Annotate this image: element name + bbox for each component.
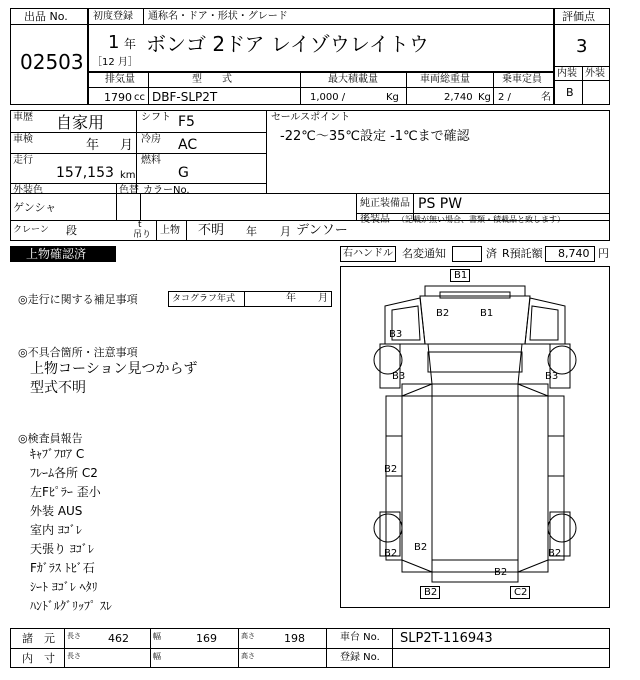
interior-grade-label: 内装 bbox=[557, 68, 577, 79]
damage-mark-label: B2 bbox=[494, 567, 508, 578]
interior-height-label: 高さ bbox=[241, 652, 255, 660]
damage-mark-label: B3 bbox=[392, 371, 406, 382]
ac-label: 冷房 bbox=[141, 134, 161, 145]
history-value: 自家用 bbox=[56, 113, 105, 132]
width-label: 幅 bbox=[153, 632, 161, 641]
name-change-box bbox=[452, 246, 482, 262]
defect-label: ◎不具合箇所・注意事項 bbox=[18, 346, 138, 359]
lot-label: 出品 No. bbox=[24, 10, 68, 23]
registration-label: 登録 No. bbox=[340, 652, 380, 663]
crane-ton: t bbox=[138, 220, 142, 230]
vehicle-name: ボンゴ 2ドア レイゾウレイトウ bbox=[146, 32, 429, 56]
tacho-month: 月 bbox=[318, 293, 328, 304]
body-month: 月 bbox=[280, 225, 291, 238]
tacho-label: タコグラフ年式 bbox=[172, 294, 236, 304]
damage-mark-label: B2 bbox=[424, 587, 438, 598]
inspector-label: ◎検査員報告 bbox=[18, 432, 83, 445]
year-unit: 年 bbox=[124, 37, 137, 51]
sales-point: -22℃～35℃設定 -1℃まで確認 bbox=[280, 129, 470, 144]
r-meter-unit: 円 bbox=[598, 247, 609, 260]
interior-dims-label: 内 寸 bbox=[22, 652, 55, 665]
body-maker: デンソー bbox=[296, 223, 348, 238]
equipment-label: 純正装備品 bbox=[360, 198, 410, 209]
interior-length-label: 長さ bbox=[67, 652, 81, 660]
inspector-line: ｷｬﾌﾞﾌﾛｱ C bbox=[30, 447, 85, 461]
defect-line-2: 型式不明 bbox=[30, 380, 86, 396]
max-load-value: 1,000 / bbox=[310, 92, 346, 103]
r-meter-label: R預託額 bbox=[502, 247, 543, 260]
ac-value: AC bbox=[178, 137, 198, 153]
inspection-label: 車検 bbox=[13, 134, 33, 145]
damage-mark-label: C2 bbox=[514, 587, 528, 598]
inspector-line: 外装 AUS bbox=[30, 504, 83, 518]
capacity-label: 乗車定員 bbox=[502, 74, 542, 85]
displacement-label: 排気量 bbox=[105, 74, 135, 85]
color-code-label: カラーNo. bbox=[143, 185, 190, 196]
first-reg-label: 初度登録 bbox=[93, 11, 133, 22]
mileage-value: 157,153 bbox=[56, 165, 114, 181]
shift-label: シフト bbox=[141, 112, 171, 123]
body-confirm-label: 上物確認済 bbox=[26, 247, 87, 261]
aftermarket-note: （記載が無い場合、書類・積載品と致します） bbox=[397, 215, 565, 224]
sales-point-label: セールスポイント bbox=[271, 112, 351, 123]
damage-mark-label: B3 bbox=[545, 371, 559, 382]
max-load-unit: Kg bbox=[386, 92, 399, 103]
width-value: 169 bbox=[196, 632, 217, 645]
body-label: 上物 bbox=[160, 225, 180, 236]
inspector-line: ﾊﾝﾄﾞﾙｸﾞﾘｯﾌﾟ ｽﾚ bbox=[30, 599, 112, 613]
tacho-year: 年 bbox=[286, 293, 296, 304]
damage-mark-label: B2 bbox=[548, 548, 562, 559]
damage-mark-label: B1 bbox=[480, 308, 494, 319]
first-reg-month: ［12 月］ bbox=[92, 57, 138, 68]
inspector-line: 天張り ﾖｺﾞﾚ bbox=[30, 542, 94, 556]
color-no-label: 色替 bbox=[119, 185, 139, 196]
model-label: 型 式 bbox=[192, 74, 232, 85]
max-load-label: 最大積載量 bbox=[328, 74, 378, 85]
length-label: 長さ bbox=[67, 632, 81, 640]
displacement-unit: cc bbox=[134, 92, 145, 103]
gross-weight-unit: Kg bbox=[478, 92, 491, 103]
inspector-line: ﾌﾚｰﾑ各所 C2 bbox=[30, 466, 98, 480]
crane-label: クレーン bbox=[13, 225, 49, 235]
body-unknown: 不明 bbox=[198, 223, 225, 238]
capacity-value: 2 / bbox=[498, 92, 511, 103]
color-value: ゲンシャ bbox=[13, 201, 57, 214]
crane-stage: 段 bbox=[66, 224, 77, 237]
inspection-month-unit: 月 bbox=[120, 138, 134, 153]
height-label: 高さ bbox=[241, 632, 255, 640]
fuel-label: 燃料 bbox=[141, 155, 161, 166]
equipment-value: PS PW bbox=[418, 196, 463, 212]
damage-mark-label: B2 bbox=[384, 464, 398, 475]
score-label: 評価点 bbox=[562, 10, 595, 23]
score-value: 3 bbox=[576, 36, 588, 57]
length-value: 462 bbox=[108, 632, 129, 645]
color-label: 外装色 bbox=[13, 185, 43, 196]
crane-hook: 吊り bbox=[133, 230, 152, 240]
damage-mark-label: B2 bbox=[384, 548, 398, 559]
damage-mark-label: B3 bbox=[389, 329, 403, 340]
truck-diagram bbox=[340, 266, 610, 608]
damage-mark-label: B2 bbox=[436, 308, 450, 319]
fuel-value: G bbox=[178, 165, 189, 181]
height-value: 198 bbox=[284, 632, 305, 645]
shift-value: F5 bbox=[178, 114, 195, 130]
aftermarket-label: 後装品 bbox=[360, 214, 390, 225]
right-hand-label: 右ハンドル bbox=[343, 248, 393, 259]
inspector-line: ｼｰﾄ ﾖｺﾞﾚ ﾍﾀﾘ bbox=[30, 580, 98, 594]
inspection-year-unit: 年 bbox=[86, 138, 100, 153]
name-label: 通称名・ドア・形状・グレード bbox=[148, 11, 288, 22]
mileage-unit: km bbox=[120, 170, 136, 181]
interior-width-label: 幅 bbox=[153, 652, 161, 661]
damage-mark-label: B1 bbox=[454, 270, 468, 281]
name-change-label: 名変通知 bbox=[402, 247, 446, 260]
driving-note-label: ◎走行に関する補足事項 bbox=[18, 293, 138, 306]
displacement-value: 1790 bbox=[104, 91, 132, 104]
body-year: 年 bbox=[246, 225, 257, 238]
inspector-line: Fｶﾞﾗｽ ﾄﾋﾞ石 bbox=[30, 561, 95, 575]
inspector-line: 室内 ﾖｺﾞﾚ bbox=[30, 523, 82, 537]
gross-weight-label: 車両総重量 bbox=[420, 74, 470, 85]
defect-line-1: 上物コーション見つからず bbox=[30, 361, 198, 377]
gross-weight-value: 2,740 bbox=[444, 92, 473, 103]
capacity-unit: 名 bbox=[541, 92, 551, 103]
dims-label: 諸 元 bbox=[22, 632, 55, 645]
mileage-label: 走行 bbox=[13, 155, 33, 166]
history-label: 車歴 bbox=[13, 112, 33, 123]
mark-label: 済 bbox=[486, 247, 497, 260]
lot-number: 02503 bbox=[20, 50, 84, 74]
chassis-value: SLP2T-116943 bbox=[400, 631, 493, 646]
first-reg-year: 1 bbox=[108, 32, 120, 53]
damage-mark-label: B2 bbox=[414, 542, 428, 553]
chassis-label: 車台 No. bbox=[340, 632, 380, 643]
exterior-grade-label: 外装 bbox=[585, 68, 605, 79]
model-value: DBF-SLP2T bbox=[152, 90, 218, 104]
interior-grade: B bbox=[566, 86, 574, 99]
inspector-line: 左Fﾋﾟﾗｰ 歪小 bbox=[30, 485, 101, 499]
r-meter-value: 8,740 bbox=[558, 247, 590, 260]
